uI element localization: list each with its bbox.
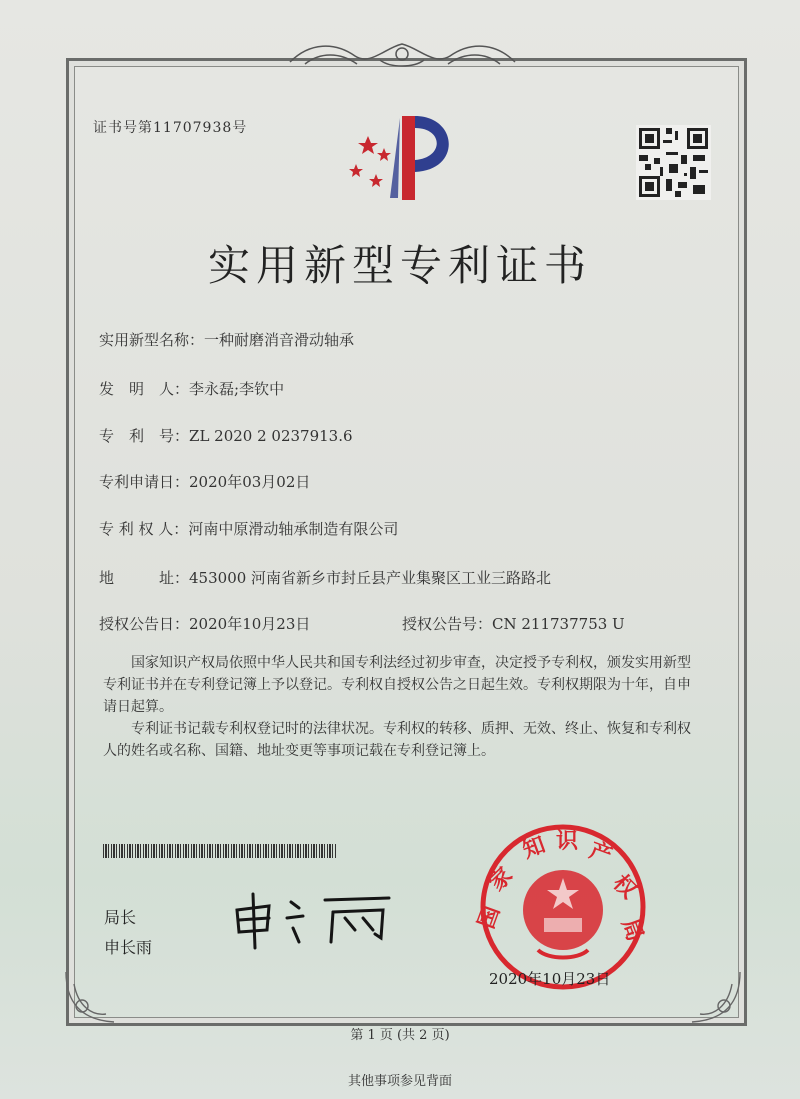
field-value: CN 211737753 U (492, 615, 625, 633)
field-patent-number (99, 425, 353, 446)
field-label: 实用新型名称： (99, 331, 205, 349)
barcode-icon (103, 844, 336, 858)
field-label: 授权公告号： (402, 615, 493, 633)
footer-note: 其他事项参见背面 (347, 1074, 452, 1089)
svg-text:权: 权 (607, 869, 642, 904)
grant-statement-paragraph: 国家知识产权局依照中华人民共和国专利法经过初步审查，决定授予专利权，颁发实用新型专利证书并在专利登记簿上予以登记。专利权自授权公告之日起生效。专利权期限为十年，自申请日起算。 (103, 655, 691, 715)
svg-text:产: 产 (585, 837, 616, 870)
field-label: 授权公告日： (99, 615, 190, 633)
field-label: 专利申请日： (99, 473, 190, 491)
director-name: 申长雨 (104, 938, 153, 957)
field-label: 专 利 号： (99, 427, 190, 445)
field-label: 地 址： (99, 569, 190, 587)
director-title: 局长 (104, 908, 137, 927)
director-signature-icon (229, 888, 399, 950)
legal-status-paragraph: 专利证书记载专利权登记时的法律状况。专利权的转移、质押、无效、终止、恢复和专利权人的姓名或名称、国籍、地址变更等事项记载在专利登记簿上。 (103, 721, 691, 759)
certificate-number: 证书号第11707938号 (93, 120, 248, 136)
svg-text:家: 家 (483, 862, 518, 897)
field-value: 一种耐磨消音滑动轴承 (204, 331, 355, 349)
svg-text:国: 国 (473, 902, 506, 933)
svg-text:局: 局 (616, 915, 649, 945)
field-grant-announcement-number (402, 613, 625, 634)
corner-ornament-icon (680, 962, 750, 1032)
qr-code-icon (636, 125, 711, 200)
field-value: 2020年10月23日 (189, 615, 311, 633)
field-value: ZL 2020 2 0237913.6 (189, 427, 353, 445)
field-value: 453000 河南省新乡市封丘县产业集聚区工业三路路北 (189, 569, 552, 587)
field-value: 河南中原滑动轴承制造有限公司 (188, 520, 399, 538)
field-value: 2020年03月02日 (189, 473, 311, 491)
field-address (99, 567, 551, 588)
page-number: 第 1 页 (共 2 页) (350, 1028, 450, 1043)
field-grant-announcement-date (99, 613, 310, 634)
issue-date: 2020年10月23日 (489, 970, 611, 988)
field-inventor (99, 378, 284, 399)
field-label: 专 利 权 人： (99, 520, 189, 538)
official-seal-icon (473, 822, 649, 992)
svg-text:识: 识 (556, 828, 579, 854)
field-value: 李永磊;李钦中 (189, 380, 285, 398)
field-filing-date (99, 471, 310, 492)
svg-text:知: 知 (519, 831, 549, 864)
field-utility-model-name (99, 329, 354, 350)
cnipa-logo-icon (340, 108, 470, 206)
corner-ornament-icon (56, 962, 126, 1032)
top-ornament-icon (285, 38, 520, 72)
field-patentee (99, 518, 398, 539)
certificate-title: 实用新型专利证书 (207, 241, 592, 290)
field-label: 发 明 人： (99, 380, 190, 398)
